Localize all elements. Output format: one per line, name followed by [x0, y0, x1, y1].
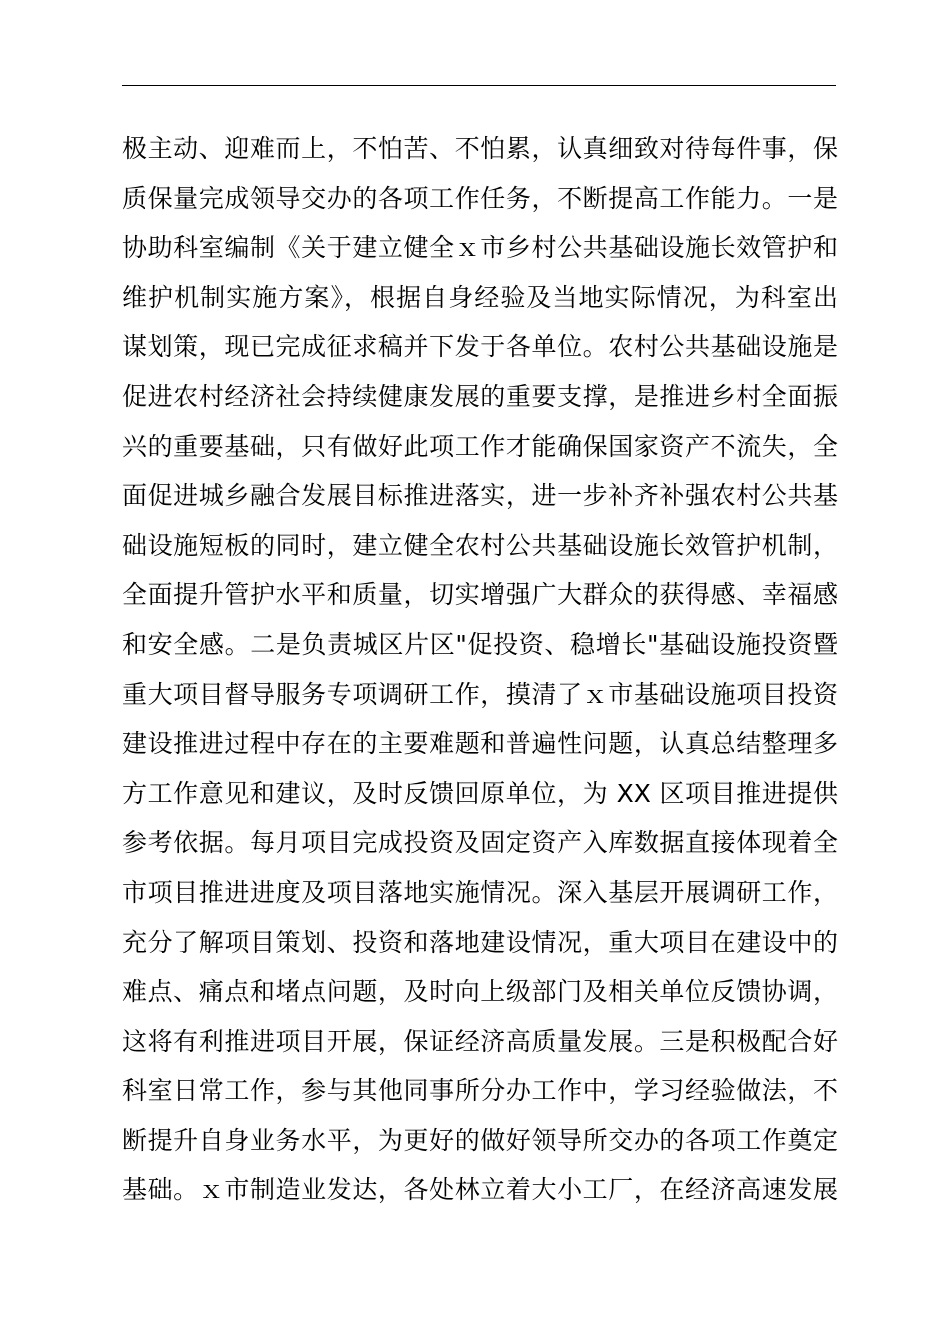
text-line: 面促进城乡融合发展目标推进落实，进一步补齐补强农村公共基 — [122, 481, 838, 511]
text-line: 这将有利推进项目开展，保证经济高质量发展。三是积极配合好 — [122, 1026, 838, 1056]
text-line: 维护机制实施方案》，根据自身经验及当地实际情况，为科室出 — [122, 282, 838, 312]
text-line: 断提升自身业务水平，为更好的做好领导所交办的各项工作奠定 — [122, 1125, 838, 1155]
text-line: 难点、痛点和堵点问题，及时向上级部门及相关单位反馈协调， — [122, 977, 838, 1007]
text-line: 质保量完成领导交办的各项工作任务，不断提高工作能力。一是 — [122, 183, 838, 213]
text-line: 协助科室编制《关于建立健全ｘ市乡村公共基础设施长效管护和 — [122, 233, 838, 263]
text-line: 全面提升管护水平和质量，切实增强广大群众的获得感、幸福感 — [122, 580, 838, 610]
header-rule — [122, 85, 836, 86]
text-line: 和安全感。二是负责城区片区"促投资、稳增长"基础设施投资暨 — [122, 629, 838, 659]
text-line: 充分了解项目策划、投资和落地建设情况，重大项目在建设中的 — [122, 927, 838, 957]
text-line: 市项目推进进度及项目落地实施情况。深入基层开展调研工作， — [122, 877, 838, 907]
text-line: 重大项目督导服务专项调研工作，摸清了ｘ市基础设施项目投资 — [122, 679, 838, 709]
text-line: 促进农村经济社会持续健康发展的重要支撑，是推进乡村全面振 — [122, 381, 838, 411]
text-line: 础设施短板的同时，建立健全农村公共基础设施长效管护机制， — [122, 530, 838, 560]
body-paragraph — [122, 124, 838, 1215]
text-line: 建设推进过程中存在的主要难题和普遍性问题，认真总结整理多 — [122, 729, 838, 759]
text-line: 参考依据。每月项目完成投资及固定资产入库数据直接体现着全 — [122, 828, 838, 858]
text-line: 科室日常工作，参与其他同事所分办工作中，学习经验做法，不 — [122, 1076, 838, 1106]
text-line: 基础。ｘ市制造业发达，各处林立着大小工厂，在经济高速发展 — [122, 1175, 838, 1205]
text-line: 方工作意见和建议，及时反馈回原单位，为 XX 区项目推进提供 — [122, 778, 838, 808]
text-line: 兴的重要基础，只有做好此项工作才能确保国家资产不流失，全 — [122, 431, 838, 461]
text-line: 极主动、迎难而上，不怕苦、不怕累，认真细致对待每件事，保 — [122, 134, 838, 163]
text-line: 谋划策，现已完成征求稿并下发于各单位。农村公共基础设施是 — [122, 332, 838, 362]
